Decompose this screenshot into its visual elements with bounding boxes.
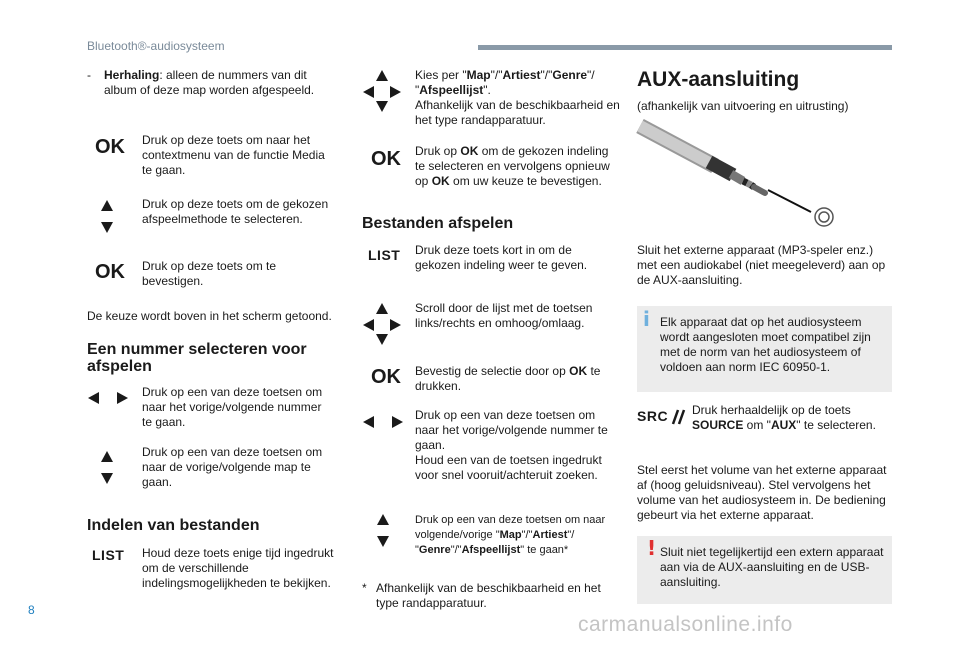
info-note-text: Elk apparaat dat op het audiosysteem wordt aangesloten moet compatibel zijn met de norm van het audiosysteem of voldoen aan norm IEC 60950-1. bbox=[660, 315, 871, 374]
ok-button-icon: OK bbox=[95, 261, 125, 283]
aux-jack-illustration bbox=[635, 118, 850, 233]
section-title: Bluetooth®-audiosysteem bbox=[87, 39, 225, 53]
four-way-arrows-icon bbox=[362, 303, 402, 347]
header-rule bbox=[478, 45, 892, 50]
ok-button-icon: OK bbox=[371, 366, 401, 388]
ok-select-sort-text: Druk op OK om de gekozen indeling te selecteren en vervolgens opnieuw op OK om uw keuze te bevestigen. bbox=[415, 144, 610, 188]
ud-folder-text: Druk op een van deze toetsen om naar de vorige/volgende map te gaan. bbox=[142, 445, 323, 489]
up-down-arrows-icon bbox=[100, 200, 114, 234]
lr-track-text: Druk op een van deze toetsen om naar het vorige/volgende nummer te gaan. bbox=[142, 385, 323, 429]
list-sort-text: Houd deze toets enige tijd ingedrukt om de verschillende indelingsmogelijkheden te bekijken. bbox=[142, 546, 334, 590]
choose-by-text: Kies per "Map"/"Artiest"/"Genre"/ "Afspeellijst". Afhankelijk van de beschikbaarheid en het type randapparatuur. bbox=[415, 68, 620, 127]
ok-confirm-text: Druk op deze toets om te bevestigen. bbox=[142, 259, 277, 288]
heading-select-track: Een nummer selecteren voor afspelen bbox=[87, 341, 307, 375]
up-down-arrows-icon bbox=[376, 514, 390, 548]
updown-text: Druk op deze toets om de gekozen afspeelmethode te selecteren. bbox=[142, 197, 329, 226]
heading-sort-files: Indelen van bestanden bbox=[87, 517, 260, 534]
list-button-icon: LIST bbox=[92, 547, 125, 563]
left-right-arrows-icon bbox=[363, 415, 403, 429]
heading-aux: AUX-aansluiting bbox=[637, 68, 800, 91]
four-way-arrows-icon bbox=[362, 70, 402, 114]
bullet-herhaling: Herhaling: alleen de nummers van dit album of deze map worden afgespeeld. bbox=[104, 68, 315, 97]
heading-play-files: Bestanden afspelen bbox=[362, 215, 514, 232]
page-number: 8 bbox=[28, 603, 35, 617]
footnote-star: * bbox=[362, 581, 367, 595]
ud-category-text: Druk op een van deze toetsen om naar volgende/vorige "Map"/"Artiest"/ "Genre"/"Afspeellijst" te gaan* bbox=[415, 514, 606, 556]
left-right-arrows-icon bbox=[88, 391, 128, 405]
ok-button-icon: OK bbox=[95, 136, 125, 158]
confirm-selection-text: Bevestig de selectie door op OK te drukken. bbox=[415, 364, 601, 393]
list-show-text: Druk deze toets kort in om de gekozen indeling weer te geven. bbox=[415, 243, 588, 272]
warning-note-text: Sluit niet tegelijkertijd een extern apparaat aan via de AUX-aansluiting en de USB-aansluiting. bbox=[660, 545, 884, 589]
volume-paragraph: Stel eerst het volume van het externe apparaat af (hoog geluidsniveau). Stel vervolgens het volume van het audiosysteem in. De bediening gebeurt via het externe apparaat. bbox=[637, 463, 887, 522]
watermark: carmanualsonline.info bbox=[578, 613, 793, 636]
up-down-arrows-icon bbox=[100, 451, 114, 485]
aux-subtitle: (afhankelijk van uitvoering en uitrusting) bbox=[637, 99, 849, 113]
list-button-icon: LIST bbox=[368, 247, 401, 263]
ok-context-text: Druk op deze toets om naar het contextmenu van de functie Media te gaan. bbox=[142, 133, 325, 177]
connect-paragraph: Sluit het externe apparaat (MP3-speler enz.) met een audiokabel (niet meegeleverd) aan op de AUX-aansluiting. bbox=[637, 243, 886, 287]
scroll-text: Scroll door de lijst met de toetsen links/rechts en omhoog/omlaag. bbox=[415, 301, 593, 330]
choice-paragraph: De keuze wordt boven in het scherm getoond. bbox=[87, 309, 332, 323]
info-icon: i bbox=[643, 307, 650, 331]
footnote-text: Afhankelijk van de beschikbaarheid en het type randapparatuur. bbox=[376, 581, 601, 610]
source-button-icon: SRC bbox=[637, 405, 687, 427]
ok-button-icon: OK bbox=[371, 148, 401, 170]
bullet-dash: - bbox=[87, 68, 91, 82]
lr-track-text: Druk op een van deze toetsen om naar het vorige/volgende nummer te gaan. Houd een van de toetsen ingedrukt voor snel vooruit/achteruit zoeken. bbox=[415, 408, 608, 482]
source-text: Druk herhaaldelijk op de toets SOURCE om "AUX" te selecteren. bbox=[692, 403, 876, 432]
warning-icon: ! bbox=[647, 536, 657, 560]
